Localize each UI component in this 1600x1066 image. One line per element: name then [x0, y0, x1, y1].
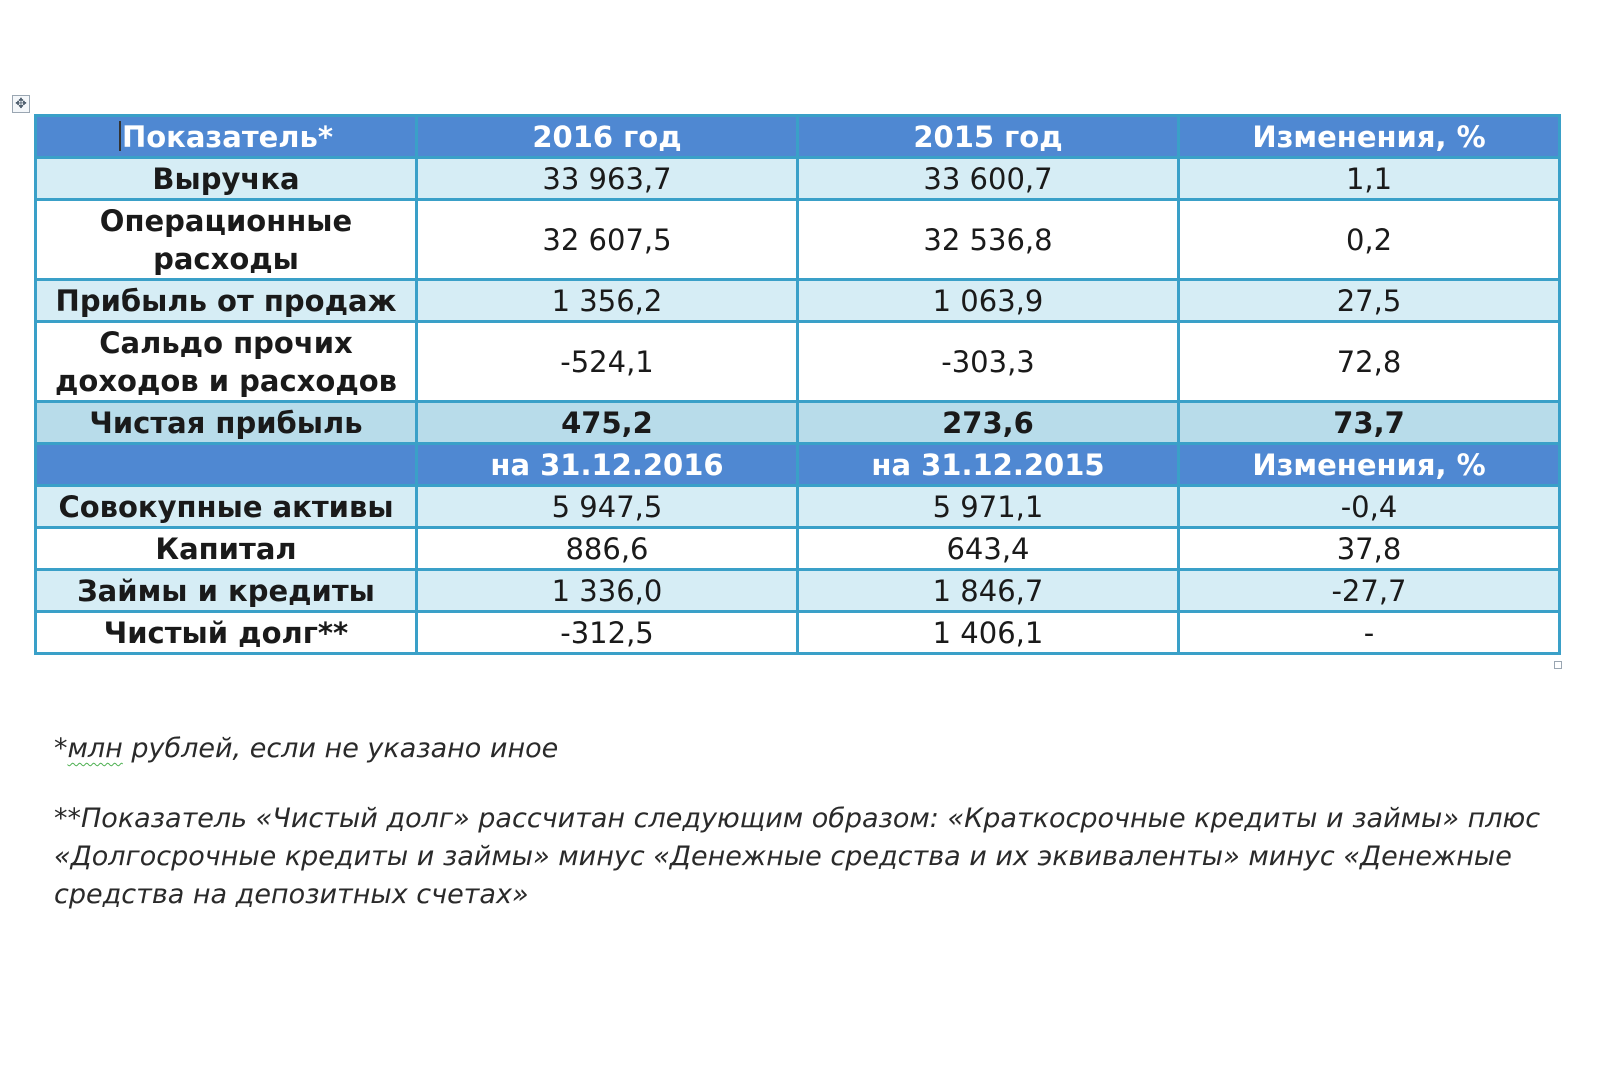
row-label: Операционные расходы	[36, 200, 417, 280]
cell-2016: 5 947,5	[417, 486, 798, 528]
cell-change: 0,2	[1179, 200, 1560, 280]
cell-2015: 32 536,8	[798, 200, 1179, 280]
row-label: Капитал	[36, 528, 417, 570]
table-row-capital	[36, 528, 1560, 570]
table-resize-icon[interactable]	[1554, 661, 1562, 669]
header-indicator	[36, 116, 417, 158]
row-label: Займы и кредиты	[36, 570, 417, 612]
table-row-revenue	[36, 158, 1560, 200]
cell-change: 72,8	[1179, 322, 1560, 402]
cell-change: -0,4	[1179, 486, 1560, 528]
row-label: Чистая прибыль	[36, 402, 417, 444]
table-row-total-assets	[36, 486, 1560, 528]
subheader-empty	[36, 444, 417, 486]
row-label: Выручка	[36, 158, 417, 200]
subheader-2015: на 31.12.2015	[798, 444, 1179, 486]
cell-2016: 475,2	[417, 402, 798, 444]
cell-2016: 1 356,2	[417, 280, 798, 322]
cell-2015: 5 971,1	[798, 486, 1179, 528]
cell-2015: 33 600,7	[798, 158, 1179, 200]
cell-change: 37,8	[1179, 528, 1560, 570]
header-2016: 2016 год	[417, 116, 798, 158]
header-change: Изменения, %	[1179, 116, 1560, 158]
cell-2016: 1 336,0	[417, 570, 798, 612]
cell-change: 1,1	[1179, 158, 1560, 200]
footnote-net-debt: **Показатель «Чистый долг» рассчитан следующим образом: «Краткосрочные кредиты и займы» плюс «Долгосрочные кредиты и займы» минус «Денежные средства и их эквиваленты» минус «Денежные средства на депозитных счетах»	[54, 803, 1541, 910]
footnote-units-word: млн	[67, 733, 123, 764]
subheader-change: Изменения, %	[1179, 444, 1560, 486]
table-move-icon[interactable]: ✥	[12, 95, 30, 113]
footnote-units	[54, 730, 1554, 768]
cell-change: 73,7	[1179, 402, 1560, 444]
table-row-net-debt	[36, 612, 1560, 654]
cell-2015: 1 406,1	[798, 612, 1179, 654]
header-indicator-label: Показатель*	[121, 119, 334, 154]
table-header-row	[36, 116, 1560, 158]
footnote-units-rest: рублей, если не указано иное	[122, 733, 559, 764]
cell-change: -27,7	[1179, 570, 1560, 612]
table-row-loans	[36, 570, 1560, 612]
footnote-units-prefix: *	[54, 733, 68, 764]
table-row-sales-profit	[36, 280, 1560, 322]
cell-2016: -524,1	[417, 322, 798, 402]
text-cursor	[119, 121, 121, 151]
cell-change: -	[1179, 612, 1560, 654]
cell-2015: -303,3	[798, 322, 1179, 402]
table-row-net-profit	[36, 402, 1560, 444]
cell-2016: 886,6	[417, 528, 798, 570]
cell-change: 27,5	[1179, 280, 1560, 322]
financial-table	[34, 114, 1561, 655]
table-row-opex	[36, 200, 1560, 280]
row-label: Совокупные активы	[36, 486, 417, 528]
row-label: Сальдо прочих доходов и расходов	[36, 322, 417, 402]
table-subheader-row	[36, 444, 1560, 486]
row-label: Прибыль от продаж	[36, 280, 417, 322]
header-2015: 2015 год	[798, 116, 1179, 158]
cell-2015: 1 846,7	[798, 570, 1179, 612]
subheader-2016: на 31.12.2016	[417, 444, 798, 486]
cell-2015: 273,6	[798, 402, 1179, 444]
cell-2016: -312,5	[417, 612, 798, 654]
table-row-other-balance	[36, 322, 1560, 402]
cell-2015: 1 063,9	[798, 280, 1179, 322]
cell-2015: 643,4	[798, 528, 1179, 570]
cell-2016: 32 607,5	[417, 200, 798, 280]
row-label: Чистый долг**	[36, 612, 417, 654]
cell-2016: 33 963,7	[417, 158, 798, 200]
